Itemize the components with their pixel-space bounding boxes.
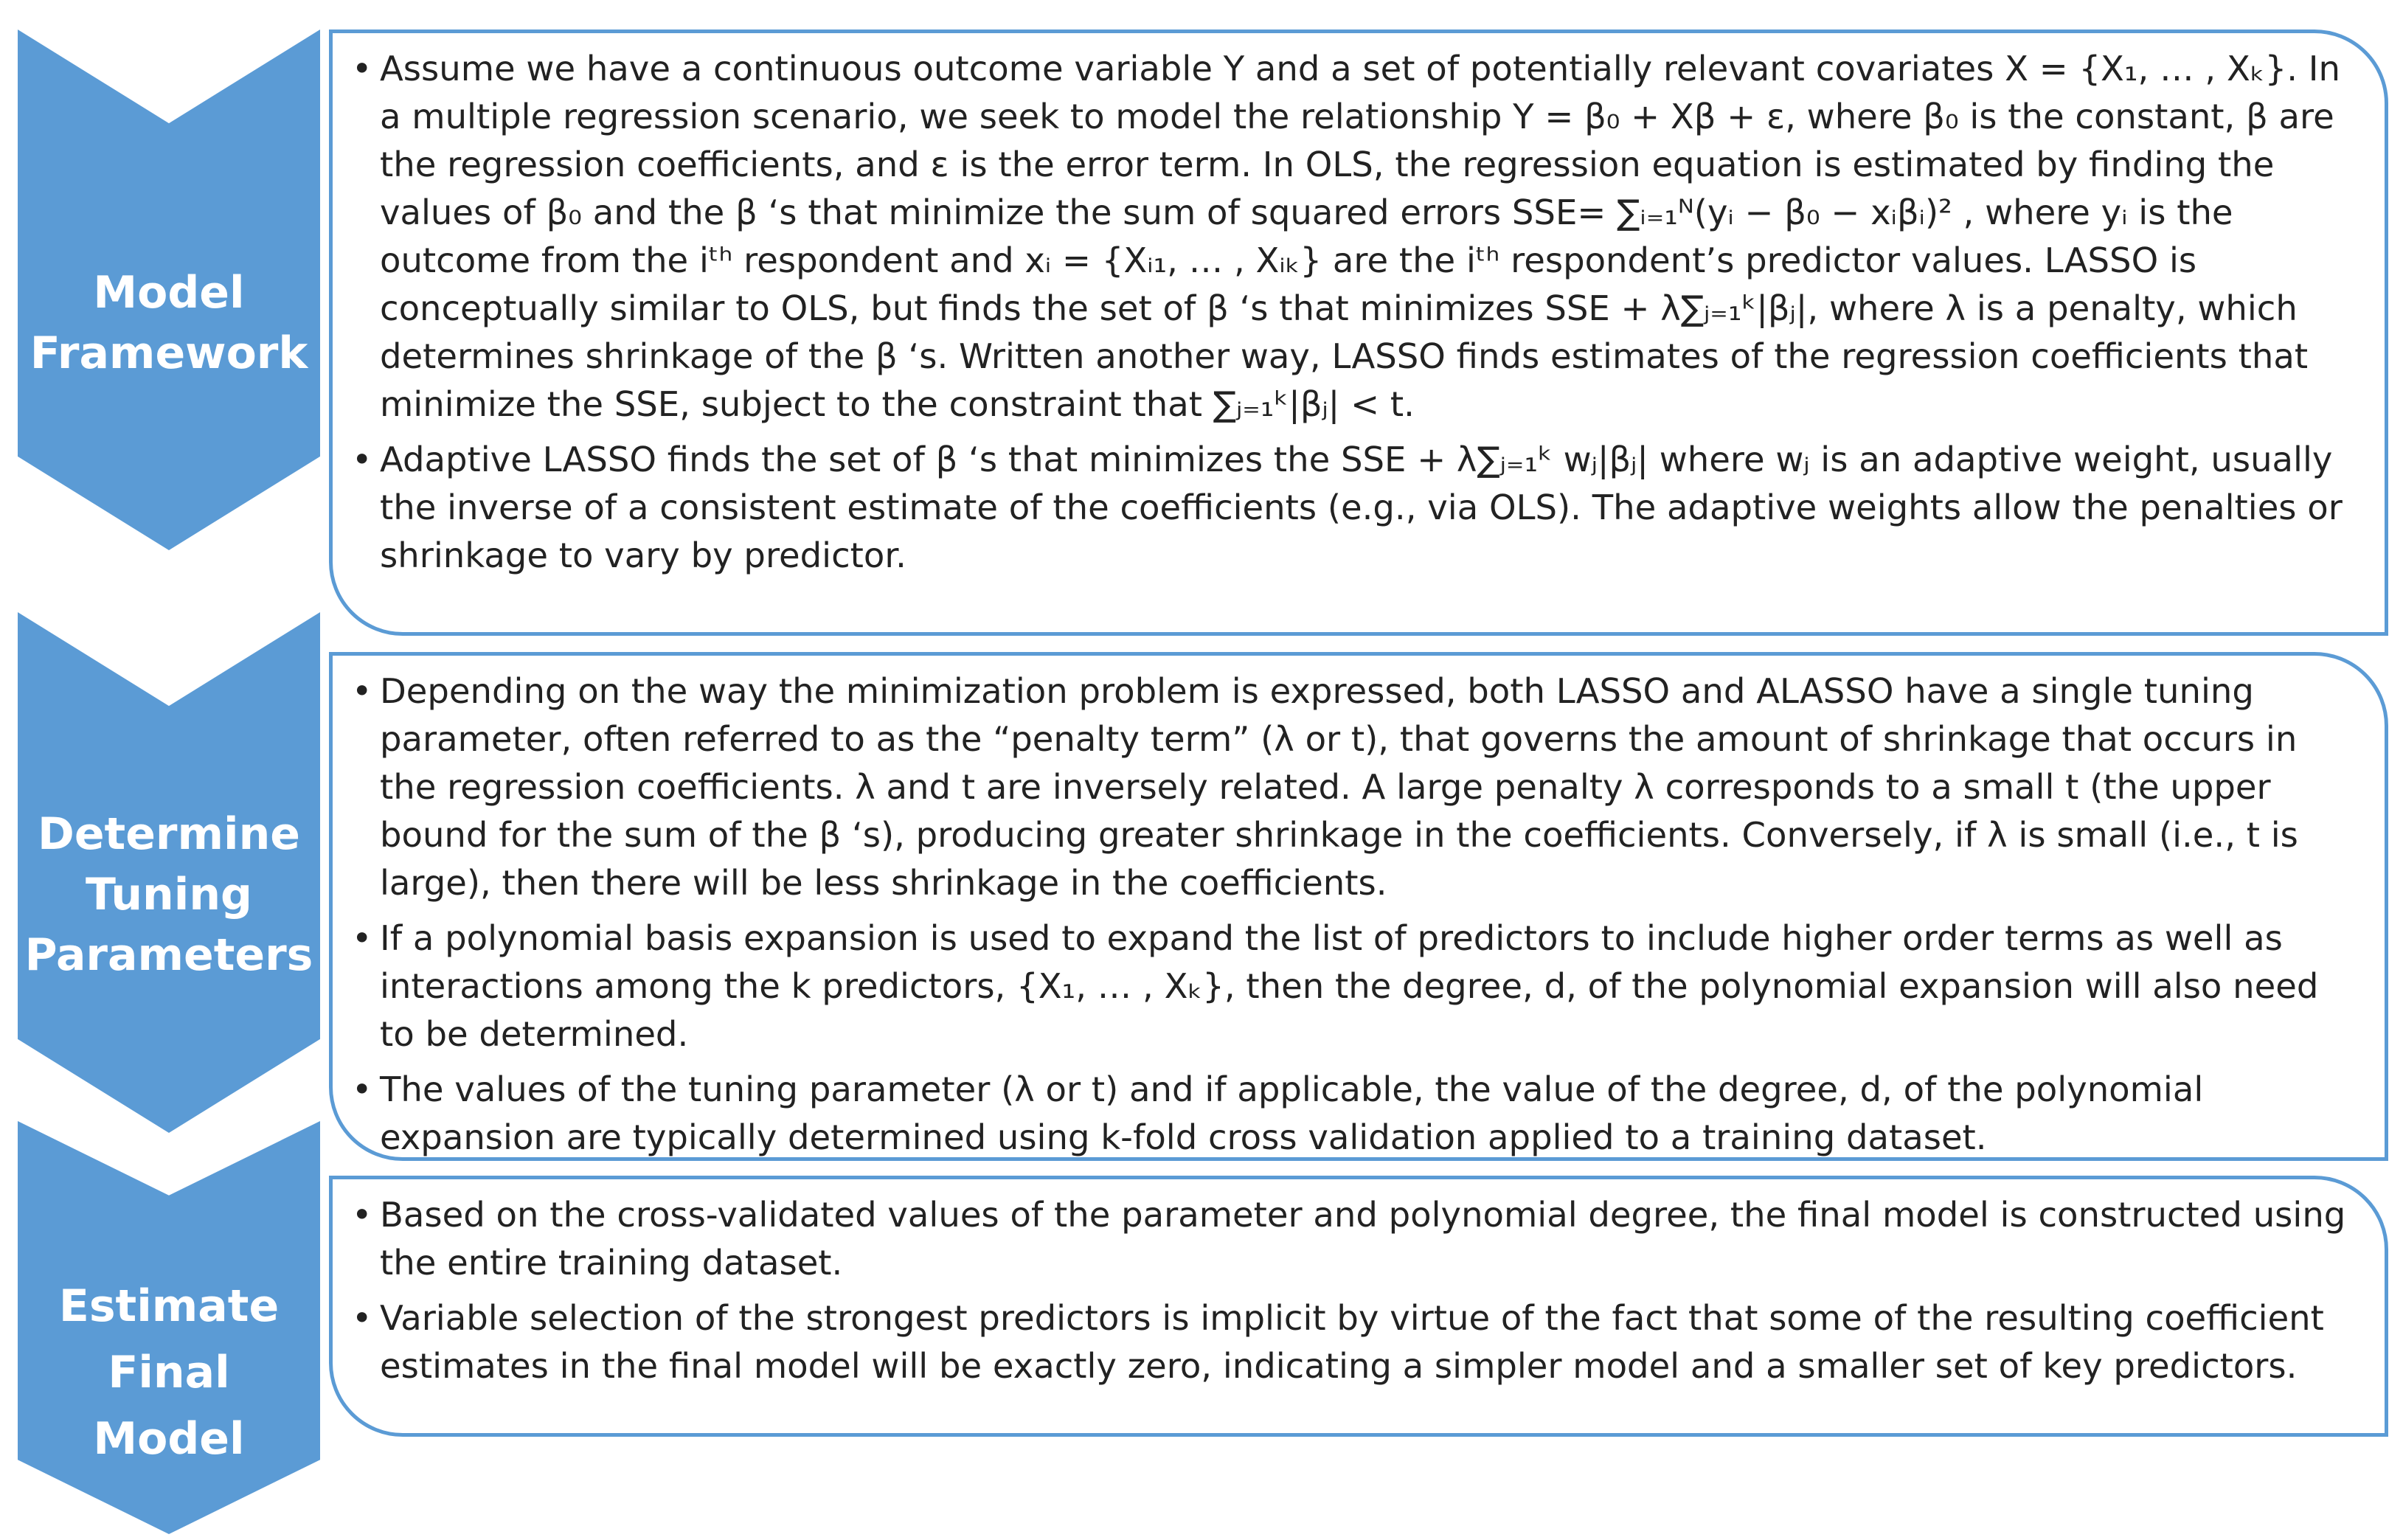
bullet-text: Based on the cross-validated values of the parameter and polynomial degree, the final model is constructed using the entire training dataset. [380,1195,2346,1283]
bullet-item [352,1066,2355,1162]
panel-determine-tuning-parameters [329,652,2388,1161]
stage-label-line: Tuning [86,869,252,920]
bullet-text: Adaptive LASSO finds the set of β ‘s that minimizes the SSE + λ∑ⱼ₌₁ᵏ wⱼ|βⱼ| where wⱼ is an adaptive weight, usually the inverse of a consistent estimate of the coefficients (e.g., via OLS). The adaptive weights allow the penalties or shrinkage to vary by predictor. [380,440,2343,575]
stage-label-line: Final [108,1347,230,1398]
bullet-item [352,1294,2355,1390]
bullet-text: Depending on the way the minimization problem is expressed, both LASSO and ALASSO have a single tuning parameter, often referred to as the “penalty term” (λ or t), that governs the amount of shrinkage that occurs in the regression coefficients. λ and t are inversely related. A large penalty λ corresponds to a small t (the upper bound for the sum of the β ‘s), producing greater shrinkage in the coefficients. Conversely, if λ is small (i.e., t is large), then there will be less shrinkage in the coefficients. [380,671,2298,903]
stage-label-model-framework [18,263,320,384]
bullet-item [352,436,2355,580]
panel-model-framework [329,30,2388,636]
bullet-item [352,667,2355,907]
stage-label-line: Determine [38,808,300,860]
stage-label-line: Parameters [24,929,313,981]
stage-label-line: Model [93,1413,245,1465]
bullet-text: Variable selection of the strongest predictors is implicit by virtue of the fact that some of the resulting coefficient estimates in the final model will be exactly zero, indicating a simpler model and a smaller set of key predictors. [380,1298,2324,1386]
bullet-item [352,1191,2355,1287]
stage-label-line: Estimate [58,1280,280,1332]
bullet-text: The values of the tuning parameter (λ or t) and if applicable, the value of the degree, d, of the polynomial expansion are typically determined using k-fold cross validation applied to a training dataset. [380,1069,2204,1157]
bullet-list [352,1191,2355,1390]
panel-estimate-final-model [329,1176,2388,1437]
stage-label-line: Model [93,267,245,319]
stage-label-estimate-final-model [18,1273,320,1472]
bullet-list [352,45,2355,580]
bullet-item [352,45,2355,429]
bullet-text: Assume we have a continuous outcome variable Y and a set of potentially relevant covariates X = {X₁, … , Xₖ}. In a multiple regression scenario, we seek to model the relationship Y = β₀ + Xβ + ε, where β₀ is the constant, β are the regression coefficients, and ε is the error term. In OLS, the regression equation is estimated by finding the values of β₀ and the β ‘s that minimize the sum of squared errors SSE= ∑ᵢ₌₁ᴺ(yᵢ − β₀ − xᵢβᵢ)² , where yᵢ is the outcome from the iᵗʰ respondent and xᵢ = {Xᵢ₁, … , Xᵢₖ} are the iᵗʰ respondent’s predictor values. LASSO is conceptually similar to OLS, but finds the set of β ‘s that minimizes SSE + λ∑ⱼ₌₁ᵏ|βⱼ|, where λ is a penalty, which determines shrinkage of the β ‘s. Written another way, LASSO finds estimates of the regression coefficients that minimize the SSE, subject to the constraint that ∑ⱼ₌₁ᵏ|βⱼ| < t. [380,49,2340,424]
bullet-text: If a polynomial basis expansion is used to expand the list of predictors to include higher order terms as well as interactions among the k predictors, {X₁, … , Xₖ}, then the degree, d, of the polynomial expansion will also need to be determined. [380,918,2319,1054]
stage-label-line: Framework [30,327,308,379]
bullet-item [352,915,2355,1058]
stage-label-determine-tuning-parameters [18,804,320,985]
bullet-list [352,667,2355,1162]
